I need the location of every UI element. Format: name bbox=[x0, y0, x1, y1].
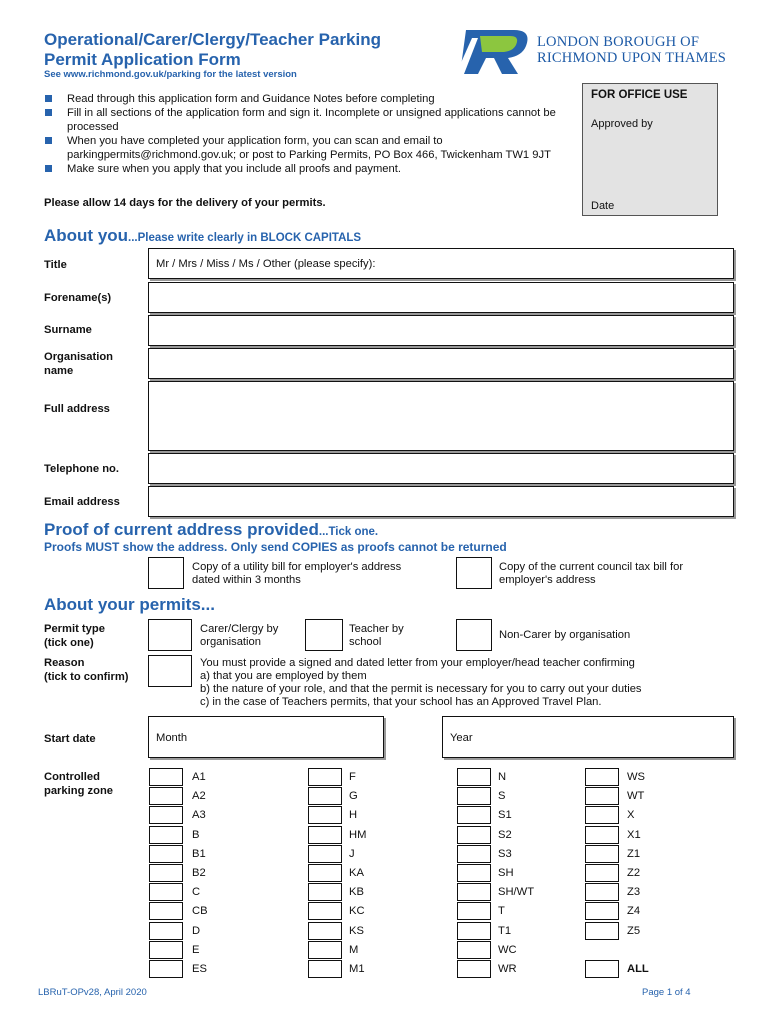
zone-label: Z1 bbox=[627, 847, 641, 860]
year-placeholder: Year bbox=[450, 732, 473, 744]
zone-label: WC bbox=[498, 943, 517, 956]
zone-checkbox-e[interactable] bbox=[149, 941, 183, 959]
page-number: Page 1 of 4 bbox=[642, 987, 691, 998]
about-you-heading: About you...Please write clearly in BLOCK CAPITALS bbox=[44, 226, 362, 245]
form-title bbox=[44, 30, 381, 70]
zone-checkbox-m1[interactable] bbox=[308, 960, 342, 978]
zone-label: B bbox=[192, 828, 200, 841]
proof-utility-label: Copy of a utility bill for employer's address dated within 3 months bbox=[192, 561, 402, 586]
permit-non-carer-label: Non-Carer by organisation bbox=[499, 629, 631, 641]
bullet-icon bbox=[45, 95, 52, 102]
zone-checkbox-kb[interactable] bbox=[308, 883, 342, 901]
zone-checkbox-s3[interactable] bbox=[457, 845, 491, 863]
zone-label: S3 bbox=[498, 847, 512, 860]
zone-label: Z2 bbox=[627, 867, 641, 879]
zone-label: A3 bbox=[192, 809, 206, 822]
council-name-line-1: LONDON BOROUGH OF bbox=[537, 34, 700, 50]
zone-checkbox-d[interactable] bbox=[149, 922, 183, 940]
zone-checkbox-x[interactable] bbox=[585, 806, 619, 824]
form-reference: LBRuT-OPv28, April 2020 bbox=[38, 987, 147, 998]
bullet-icon bbox=[45, 137, 52, 144]
permit-carer-clergy-checkbox[interactable] bbox=[148, 619, 192, 651]
zone-label: Z3 bbox=[627, 886, 641, 899]
zone-label: WS bbox=[627, 771, 646, 783]
surname-label: Surname bbox=[44, 324, 92, 336]
zone-label: F bbox=[349, 771, 356, 783]
zone-checkbox-f[interactable] bbox=[308, 768, 342, 786]
zone-checkbox-c[interactable] bbox=[149, 883, 183, 901]
permit-type-label: Permit type (tick one) bbox=[44, 623, 105, 649]
zone-label: S bbox=[498, 790, 506, 803]
zone-checkbox-ks[interactable] bbox=[308, 922, 342, 940]
zone-checkbox-all[interactable] bbox=[585, 960, 619, 978]
surname-input[interactable] bbox=[148, 315, 734, 346]
forenames-label: Forename(s) bbox=[44, 292, 112, 304]
title-line-2: Permit Application Form bbox=[44, 50, 241, 69]
zone-checkbox-es[interactable] bbox=[149, 960, 183, 978]
zone-checkbox-cb[interactable] bbox=[149, 902, 183, 920]
instruction-item: Fill in all sections of the application form and sign it. Incomplete or unsigned applications cannot be processed bbox=[44, 106, 584, 134]
organisation-input[interactable] bbox=[148, 348, 734, 379]
permit-non-carer-checkbox[interactable] bbox=[456, 619, 492, 651]
zone-checkbox-sh[interactable] bbox=[457, 864, 491, 882]
zone-label: Z5 bbox=[627, 924, 641, 937]
zone-checkbox-n[interactable] bbox=[457, 768, 491, 786]
zone-label: A2 bbox=[192, 790, 206, 803]
permit-teacher-label: Teacher by school bbox=[349, 623, 404, 648]
permits-heading: About your permits... bbox=[44, 595, 215, 614]
zone-checkbox-z5[interactable] bbox=[585, 922, 619, 940]
proof-council-tax-checkbox[interactable] bbox=[456, 557, 492, 589]
zone-checkbox-t[interactable] bbox=[457, 902, 491, 920]
bullet-icon bbox=[45, 165, 52, 172]
zone-checkbox-j[interactable] bbox=[308, 845, 342, 863]
zone-label: D bbox=[192, 924, 201, 937]
zone-label: J bbox=[349, 847, 355, 860]
reason-text: You must provide a signed and dated letter from your employer/head teacher confirming a) that you are employed by them b) the nature of your role, and that the permit is necessary for you to carry out your duties c) in the case of Teachers permits, that your school has an Approved Travel Plan. bbox=[200, 657, 642, 708]
zone-checkbox-ka[interactable] bbox=[308, 864, 342, 882]
delivery-note: Please allow 14 days for the delivery of your permits. bbox=[44, 197, 326, 209]
zone-label: KS bbox=[349, 924, 364, 937]
zone-checkbox-z1[interactable] bbox=[585, 845, 619, 863]
zone-label: CB bbox=[192, 905, 208, 918]
zone-checkbox-sh-wt[interactable] bbox=[457, 883, 491, 901]
start-year-input[interactable] bbox=[442, 716, 734, 758]
title-input[interactable] bbox=[148, 248, 734, 279]
instruction-item: Read through this application form and Guidance Notes before completing bbox=[44, 92, 584, 106]
telephone-label: Telephone no. bbox=[44, 463, 119, 475]
zone-checkbox-z4[interactable] bbox=[585, 902, 619, 920]
zone-label: T bbox=[498, 905, 505, 918]
zone-checkbox-m[interactable] bbox=[308, 941, 342, 959]
zone-label: SH bbox=[498, 867, 514, 879]
title-label: Title bbox=[44, 259, 67, 271]
zone-label: H bbox=[349, 809, 358, 822]
start-date-label: Start date bbox=[44, 733, 96, 745]
bullet-icon bbox=[45, 109, 52, 116]
zone-label: X1 bbox=[627, 828, 641, 841]
approved-by-label: Approved by bbox=[591, 118, 653, 130]
zone-checkbox-x1[interactable] bbox=[585, 826, 619, 844]
zone-label: B1 bbox=[192, 847, 206, 860]
proof-heading: Proof of current address provided...Tick one. bbox=[44, 520, 379, 539]
proof-note: Proofs MUST show the address. Only send COPIES as proofs cannot be returned bbox=[44, 540, 507, 554]
zone-label: ES bbox=[192, 963, 207, 975]
full-address-label: Full address bbox=[44, 403, 110, 415]
zone-checkbox-wc[interactable] bbox=[457, 941, 491, 959]
zone-label: A1 bbox=[192, 771, 206, 783]
instructions-list bbox=[44, 92, 584, 176]
permit-teacher-checkbox[interactable] bbox=[305, 619, 343, 651]
zone-label: WR bbox=[498, 963, 517, 975]
organisation-label: Organisation name bbox=[44, 351, 113, 377]
zone-label: C bbox=[192, 886, 201, 899]
zone-checkbox-s1[interactable] bbox=[457, 806, 491, 824]
zone-checkbox-z2[interactable] bbox=[585, 864, 619, 882]
forenames-input[interactable] bbox=[148, 282, 734, 313]
council-name-line-2: RICHMOND UPON THAMES bbox=[537, 50, 727, 66]
zone-checkbox-wr[interactable] bbox=[457, 960, 491, 978]
zone-checkbox-ws[interactable] bbox=[585, 768, 619, 786]
proof-utility-checkbox[interactable] bbox=[148, 557, 184, 589]
zone-checkbox-z3[interactable] bbox=[585, 883, 619, 901]
zone-label: SH/WT bbox=[498, 886, 535, 899]
parking-zone-label: Controlled parking zone bbox=[44, 771, 113, 797]
title-line-1: Operational/Carer/Clergy/Teacher Parking bbox=[44, 30, 381, 49]
office-use-heading: FOR OFFICE USE bbox=[591, 89, 688, 101]
permit-carer-clergy-label: Carer/Clergy by organisation bbox=[200, 623, 279, 648]
zone-label: N bbox=[498, 771, 507, 783]
website-note: See www.richmond.gov.uk/parking for the latest version bbox=[44, 69, 297, 80]
council-logo-icon bbox=[452, 26, 536, 78]
zone-label: HM bbox=[349, 828, 367, 841]
zone-checkbox-t1[interactable] bbox=[457, 922, 491, 940]
zone-label: Z4 bbox=[627, 905, 641, 918]
proof-council-tax-label: Copy of the current council tax bill for employer's address bbox=[499, 561, 684, 586]
reason-label: Reason (tick to confirm) bbox=[44, 657, 129, 683]
zone-label: S2 bbox=[498, 828, 512, 841]
email-input[interactable] bbox=[148, 486, 734, 517]
zone-label: X bbox=[627, 809, 635, 822]
zone-label: M bbox=[349, 943, 359, 956]
reason-confirm-checkbox[interactable] bbox=[148, 655, 192, 687]
zone-checkbox-b1[interactable] bbox=[149, 845, 183, 863]
full-address-input[interactable] bbox=[148, 381, 734, 451]
zone-checkbox-hm[interactable] bbox=[308, 826, 342, 844]
zone-checkbox-s[interactable] bbox=[457, 787, 491, 805]
zone-label-all: ALL bbox=[627, 963, 649, 975]
zone-label: KA bbox=[349, 867, 364, 879]
zone-checkbox-b[interactable] bbox=[149, 826, 183, 844]
zone-label: M1 bbox=[349, 963, 365, 975]
zone-checkbox-h[interactable] bbox=[308, 806, 342, 824]
month-placeholder: Month bbox=[156, 732, 188, 744]
zone-label: S1 bbox=[498, 809, 512, 822]
office-date-label: Date bbox=[591, 200, 615, 212]
email-label: Email address bbox=[44, 496, 120, 508]
zone-label: KB bbox=[349, 886, 364, 899]
zone-label: G bbox=[349, 790, 358, 803]
council-name bbox=[537, 34, 726, 66]
telephone-input[interactable] bbox=[148, 453, 734, 484]
zone-checkbox-a3[interactable] bbox=[149, 806, 183, 824]
zone-label: E bbox=[192, 943, 200, 956]
zone-label: B2 bbox=[192, 867, 206, 879]
zone-label: KC bbox=[349, 905, 365, 918]
zone-label: T1 bbox=[498, 924, 512, 937]
zone-checkbox-s2[interactable] bbox=[457, 826, 491, 844]
instruction-item: When you have completed your application form, you can scan and email to parkingpermits@richmond.gov.uk; or post to Parking Permits, PO Box 466, Twickenham TW1 9JT bbox=[44, 134, 584, 162]
zone-checkbox-g[interactable] bbox=[308, 787, 342, 805]
start-month-input[interactable] bbox=[148, 716, 384, 758]
zone-checkbox-a1[interactable] bbox=[149, 768, 183, 786]
title-input-placeholder: Mr / Mrs / Miss / Ms / Other (please specify): bbox=[156, 258, 376, 270]
zone-checkbox-wt[interactable] bbox=[585, 787, 619, 805]
instruction-item: Make sure when you apply that you include all proofs and payment. bbox=[44, 162, 584, 176]
zone-checkbox-kc[interactable] bbox=[308, 902, 342, 920]
office-use-box bbox=[582, 83, 718, 216]
zone-checkbox-a2[interactable] bbox=[149, 787, 183, 805]
zone-label: WT bbox=[627, 790, 645, 803]
zone-checkbox-b2[interactable] bbox=[149, 864, 183, 882]
